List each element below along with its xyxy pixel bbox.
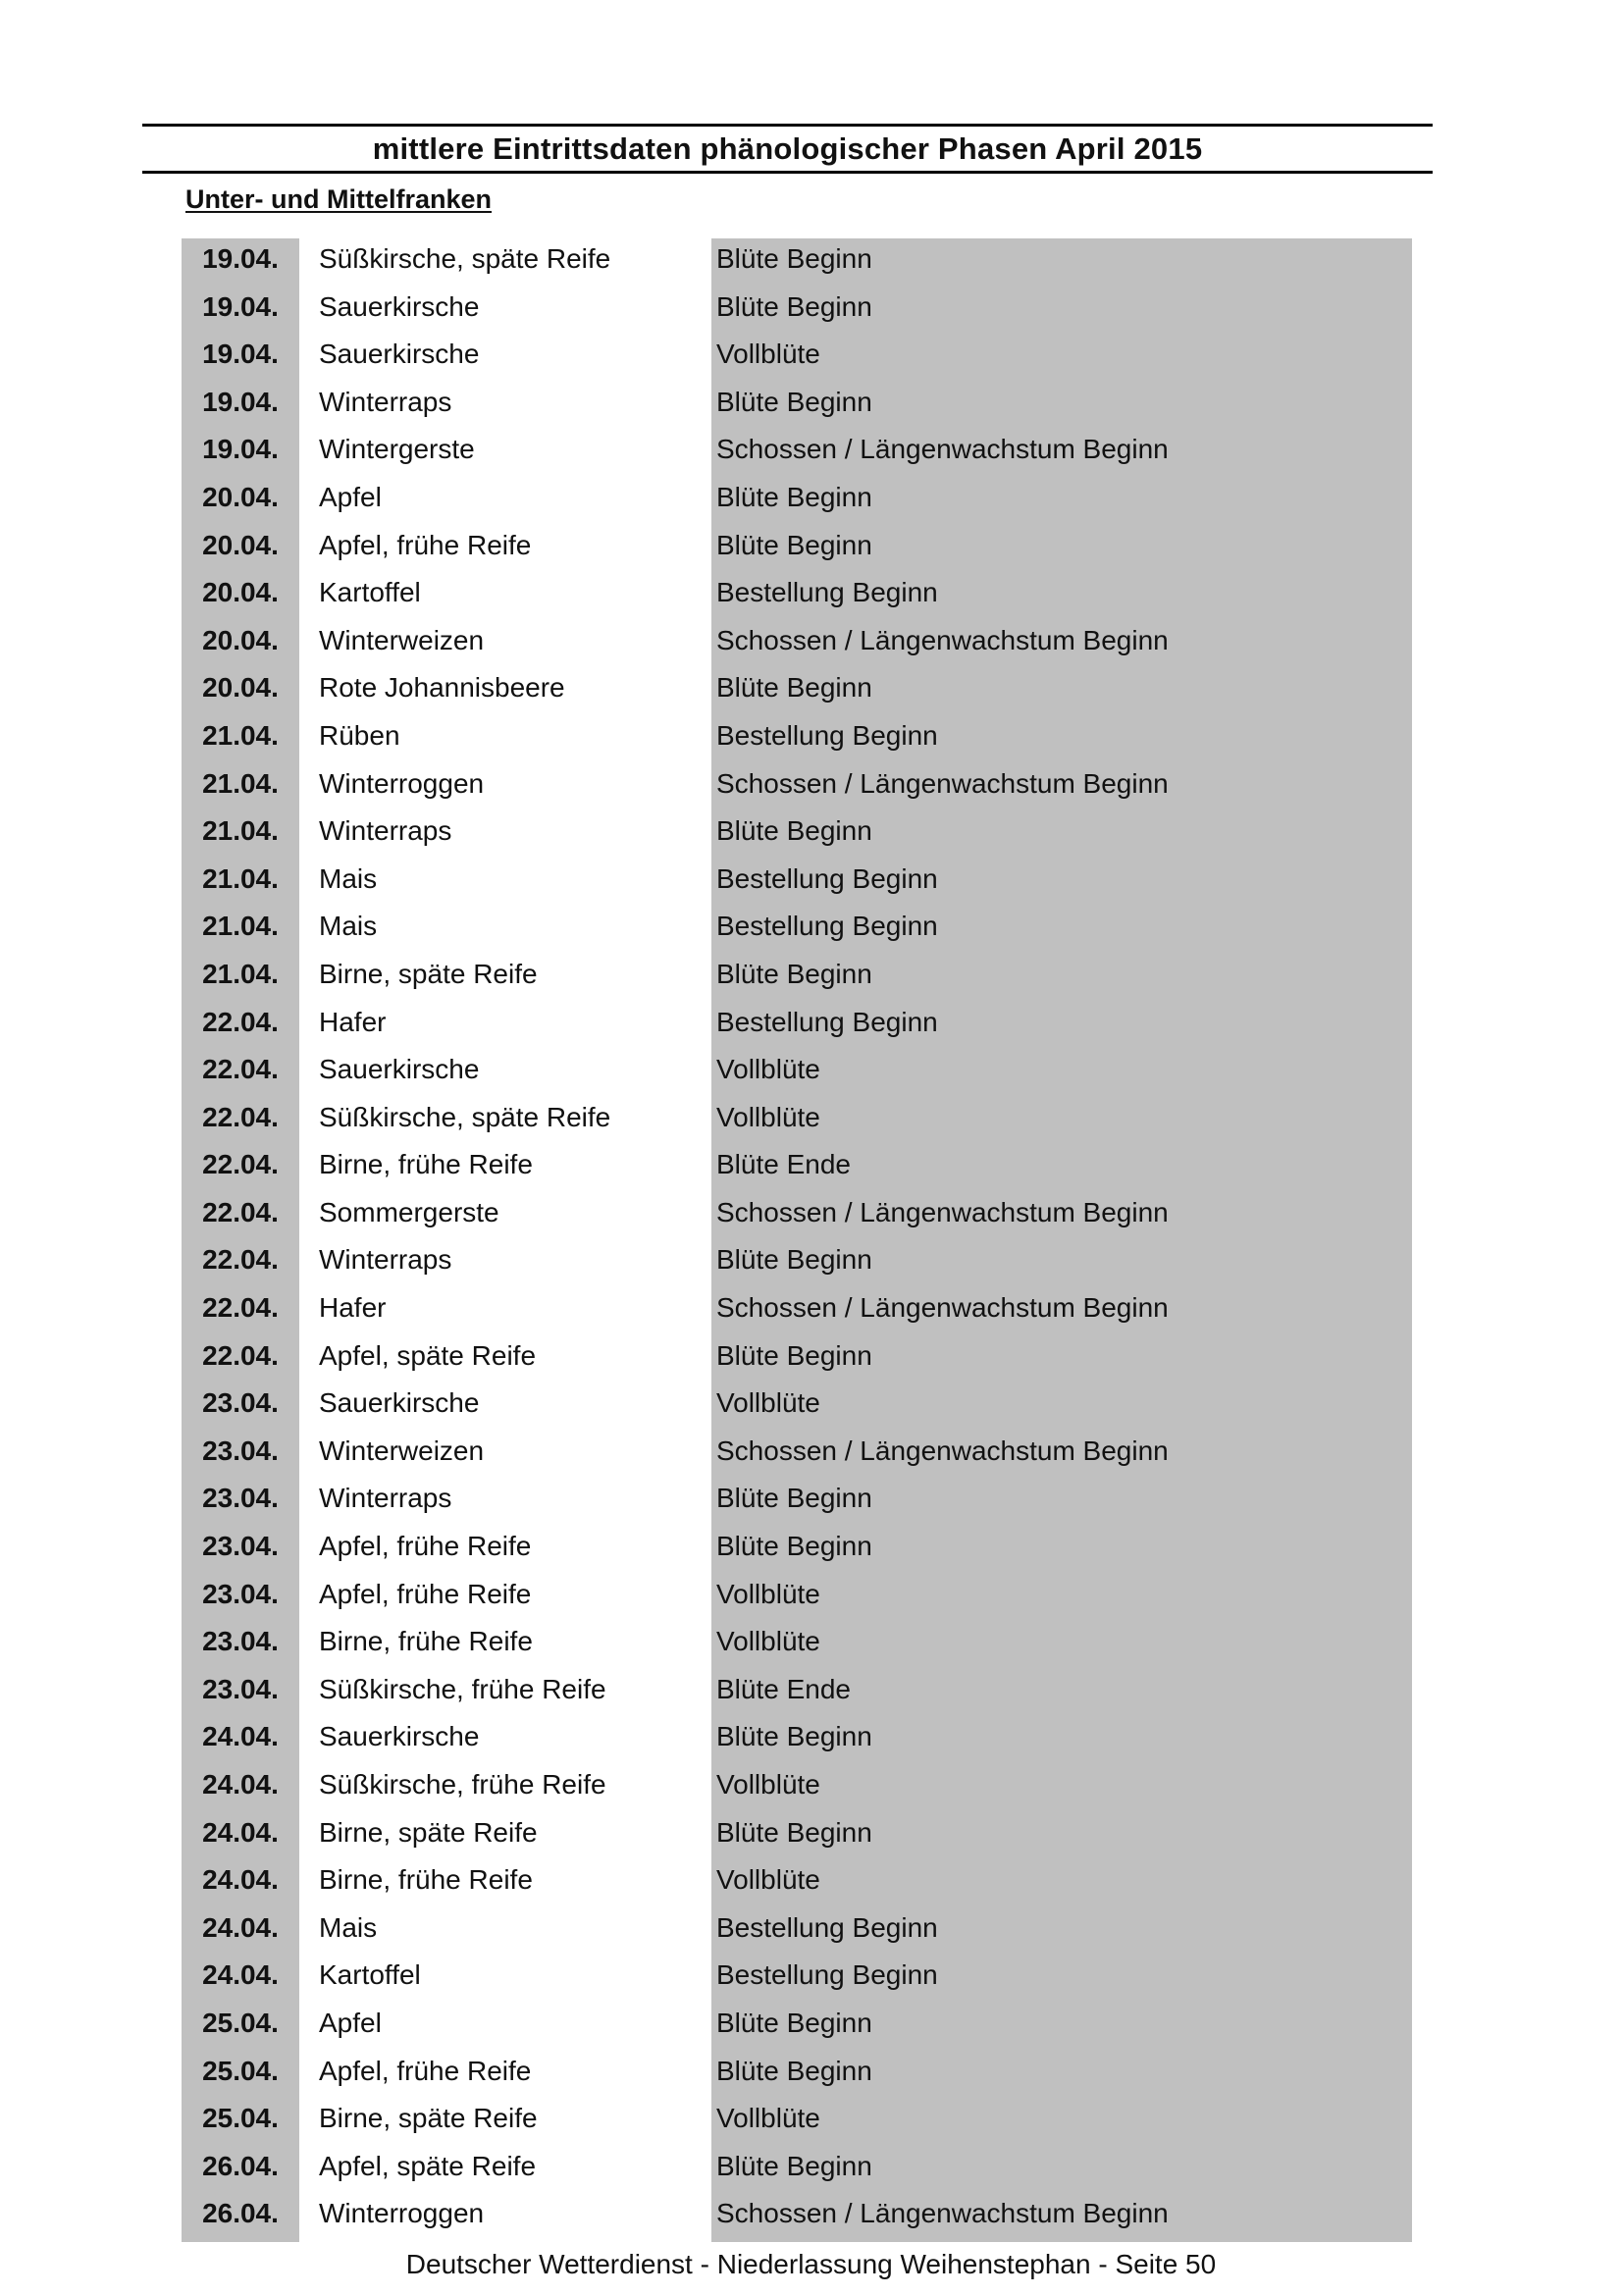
table-row (182, 951, 1412, 999)
plant-cell: Süßkirsche, späte Reife (319, 243, 611, 274)
table-row (182, 2190, 1412, 2238)
table-row (182, 1713, 1412, 1761)
phase-cell: Blüte Beginn (716, 672, 872, 704)
plant-cell: Sauerkirsche (319, 1387, 480, 1419)
plant-cell: Birne, frühe Reife (319, 1149, 533, 1180)
table-row (182, 1523, 1412, 1571)
plant-cell: Winterraps (319, 1244, 452, 1276)
table-row (182, 712, 1412, 760)
phase-cell: Blüte Beginn (716, 958, 872, 989)
table-row (182, 1475, 1412, 1523)
table-row (182, 2095, 1412, 2143)
date-cell: 20.04. (202, 577, 279, 608)
plant-cell: Apfel, frühe Reife (319, 529, 532, 560)
plant-cell: Apfel, späte Reife (319, 2150, 537, 2181)
date-cell: 23.04. (202, 1531, 279, 1562)
date-cell: 23.04. (202, 1483, 279, 1514)
phase-cell: Bestellung Beginn (716, 1911, 938, 1943)
date-cell: 19.04. (202, 386, 279, 417)
date-cell: 23.04. (202, 1626, 279, 1657)
plant-cell: Hafer (319, 1006, 387, 1037)
table-row (182, 1094, 1412, 1142)
plant-cell: Birne, späte Reife (319, 1816, 538, 1848)
plant-cell: Sommergerste (319, 1196, 499, 1227)
table-row (182, 664, 1412, 712)
plant-cell: Süßkirsche, frühe Reife (319, 1673, 606, 1704)
plant-cell: Mais (319, 1911, 378, 1943)
table-row (182, 856, 1412, 904)
date-cell: 25.04. (202, 2007, 279, 2038)
date-cell: 24.04. (202, 1816, 279, 1848)
phase-cell: Vollblüte (716, 1054, 820, 1085)
table-row (182, 760, 1412, 809)
plant-cell: Winterraps (319, 386, 452, 417)
table-row (182, 1189, 1412, 1237)
date-cell: 21.04. (202, 958, 279, 989)
table-row (182, 1284, 1412, 1332)
date-cell: 22.04. (202, 1292, 279, 1324)
phase-cell: Blüte Beginn (716, 1483, 872, 1514)
date-cell: 19.04. (202, 243, 279, 274)
plant-cell: Apfel (319, 2007, 382, 2038)
phase-cell: Bestellung Beginn (716, 911, 938, 942)
phase-cell: Vollblüte (716, 1864, 820, 1896)
plant-cell: Rüben (319, 719, 400, 751)
date-cell: 22.04. (202, 1149, 279, 1180)
phase-cell: Blüte Beginn (716, 1339, 872, 1371)
plant-cell: Sauerkirsche (319, 290, 480, 322)
table-row (182, 1428, 1412, 1476)
table-row (182, 1856, 1412, 1905)
phase-cell: Blüte Beginn (716, 290, 872, 322)
plant-cell: Apfel, frühe Reife (319, 1578, 532, 1609)
phase-cell: Bestellung Beginn (716, 1959, 938, 1991)
plant-cell: Birne, frühe Reife (319, 1864, 533, 1896)
phase-cell: Blüte Beginn (716, 815, 872, 847)
date-cell: 24.04. (202, 1769, 279, 1800)
table-row (182, 474, 1412, 522)
plant-cell: Winterweizen (319, 1435, 485, 1466)
table-row (182, 569, 1412, 617)
plant-cell: Winterweizen (319, 624, 485, 655)
date-cell: 25.04. (202, 2103, 279, 2134)
table-row (182, 522, 1412, 570)
title-rule-top (142, 124, 1433, 127)
date-cell: 20.04. (202, 672, 279, 704)
page-footer: Deutscher Wetterdienst - Niederlassung Weihenstephan - Seite 50 (405, 2249, 1217, 2279)
date-cell: 20.04. (202, 481, 279, 512)
plant-cell: Süßkirsche, frühe Reife (319, 1769, 606, 1800)
phase-cell: Blüte Ende (716, 1149, 851, 1180)
date-cell: 22.04. (202, 1244, 279, 1276)
date-cell: 24.04. (202, 1959, 279, 1991)
plant-cell: Sauerkirsche (319, 1054, 480, 1085)
date-cell: 24.04. (202, 1721, 279, 1752)
plant-cell: Mais (319, 862, 378, 894)
plant-cell: Süßkirsche, späte Reife (319, 1101, 611, 1132)
date-cell: 22.04. (202, 1196, 279, 1227)
phase-cell: Vollblüte (716, 1101, 820, 1132)
plant-cell: Kartoffel (319, 1959, 421, 1991)
date-cell: 26.04. (202, 2150, 279, 2181)
date-cell: 22.04. (202, 1006, 279, 1037)
phase-cell: Vollblüte (716, 1626, 820, 1657)
table-row (182, 1761, 1412, 1809)
table-row (182, 617, 1412, 665)
table-row (182, 1332, 1412, 1381)
date-cell: 19.04. (202, 434, 279, 465)
plant-cell: Mais (319, 911, 378, 942)
plant-cell: Apfel, frühe Reife (319, 1531, 532, 1562)
plant-cell: Apfel, frühe Reife (319, 2055, 532, 2086)
date-cell: 23.04. (202, 1578, 279, 1609)
table-row (182, 235, 1412, 284)
phase-cell: Blüte Beginn (716, 481, 872, 512)
phase-cell: Vollblüte (716, 1769, 820, 1800)
phase-cell: Blüte Beginn (716, 1816, 872, 1848)
page-title: mittlere Eintrittsdaten phänologischer Phasen April 2015 (372, 131, 1203, 166)
table-row (182, 808, 1412, 856)
phase-cell: Bestellung Beginn (716, 1006, 938, 1037)
phase-cell: Vollblüte (716, 2103, 820, 2134)
phase-cell: Blüte Beginn (716, 1721, 872, 1752)
phase-cell: Blüte Beginn (716, 1244, 872, 1276)
table-row (182, 1236, 1412, 1284)
date-cell: 26.04. (202, 2198, 279, 2229)
table-row (182, 426, 1412, 474)
table-row (182, 999, 1412, 1047)
phase-cell: Blüte Beginn (716, 1531, 872, 1562)
table-row (182, 1666, 1412, 1714)
date-cell: 21.04. (202, 719, 279, 751)
table-row (182, 1571, 1412, 1619)
phase-cell: Vollblüte (716, 339, 820, 370)
title-rule-bottom (142, 171, 1433, 174)
table-row (182, 2143, 1412, 2191)
plant-cell: Kartoffel (319, 577, 421, 608)
date-cell: 22.04. (202, 1054, 279, 1085)
plant-cell: Sauerkirsche (319, 1721, 480, 1752)
date-cell: 19.04. (202, 339, 279, 370)
phase-cell: Blüte Beginn (716, 2150, 872, 2181)
plant-cell: Rote Johannisbeere (319, 672, 565, 704)
phase-cell: Schossen / Längenwachstum Beginn (716, 1292, 1169, 1324)
table-row (182, 379, 1412, 427)
date-cell: 21.04. (202, 911, 279, 942)
table-row (182, 2048, 1412, 2096)
table-row (182, 1905, 1412, 1953)
date-cell: 24.04. (202, 1911, 279, 1943)
phase-cell: Bestellung Beginn (716, 862, 938, 894)
plant-cell: Birne, frühe Reife (319, 1626, 533, 1657)
date-cell: 24.04. (202, 1864, 279, 1896)
phase-cell: Blüte Beginn (716, 2007, 872, 2038)
phase-cell: Vollblüte (716, 1578, 820, 1609)
plant-cell: Wintergerste (319, 434, 475, 465)
phenology-table (182, 235, 1412, 2238)
phase-cell: Schossen / Längenwachstum Beginn (716, 767, 1169, 799)
phase-cell: Schossen / Längenwachstum Beginn (716, 434, 1169, 465)
phase-cell: Schossen / Längenwachstum Beginn (716, 624, 1169, 655)
table-row (182, 903, 1412, 951)
table-row (182, 1952, 1412, 2000)
phase-cell: Schossen / Längenwachstum Beginn (716, 1196, 1169, 1227)
date-cell: 25.04. (202, 2055, 279, 2086)
date-cell: 20.04. (202, 624, 279, 655)
date-cell: 21.04. (202, 767, 279, 799)
plant-cell: Winterroggen (319, 767, 485, 799)
plant-cell: Apfel, späte Reife (319, 1339, 537, 1371)
table-row (182, 1809, 1412, 1857)
table-row (182, 1618, 1412, 1666)
date-cell: 23.04. (202, 1435, 279, 1466)
phase-cell: Blüte Beginn (716, 529, 872, 560)
plant-cell: Winterraps (319, 1483, 452, 1514)
phase-cell: Bestellung Beginn (716, 577, 938, 608)
table-row (182, 1141, 1412, 1189)
date-cell: 21.04. (202, 815, 279, 847)
date-cell: 22.04. (202, 1339, 279, 1371)
table-row (182, 1380, 1412, 1428)
date-cell: 19.04. (202, 290, 279, 322)
plant-cell: Hafer (319, 1292, 387, 1324)
plant-cell: Birne, späte Reife (319, 958, 538, 989)
plant-cell: Birne, späte Reife (319, 2103, 538, 2134)
phase-cell: Schossen / Längenwachstum Beginn (716, 1435, 1169, 1466)
date-cell: 22.04. (202, 1101, 279, 1132)
table-row (182, 2000, 1412, 2048)
table-row (182, 284, 1412, 332)
date-cell: 23.04. (202, 1673, 279, 1704)
table-row (182, 331, 1412, 379)
phase-cell: Blüte Beginn (716, 243, 872, 274)
date-cell: 20.04. (202, 529, 279, 560)
plant-cell: Winterroggen (319, 2198, 485, 2229)
date-cell: 23.04. (202, 1387, 279, 1419)
region-heading: Unter- und Mittelfranken (185, 184, 493, 214)
phase-cell: Schossen / Längenwachstum Beginn (716, 2198, 1169, 2229)
plant-cell: Winterraps (319, 815, 452, 847)
phase-cell: Vollblüte (716, 1387, 820, 1419)
phase-cell: Bestellung Beginn (716, 719, 938, 751)
phase-cell: Blüte Beginn (716, 2055, 872, 2086)
plant-cell: Sauerkirsche (319, 339, 480, 370)
table-row (182, 1046, 1412, 1094)
date-cell: 21.04. (202, 862, 279, 894)
phase-cell: Blüte Ende (716, 1673, 851, 1704)
phase-cell: Blüte Beginn (716, 386, 872, 417)
plant-cell: Apfel (319, 481, 382, 512)
